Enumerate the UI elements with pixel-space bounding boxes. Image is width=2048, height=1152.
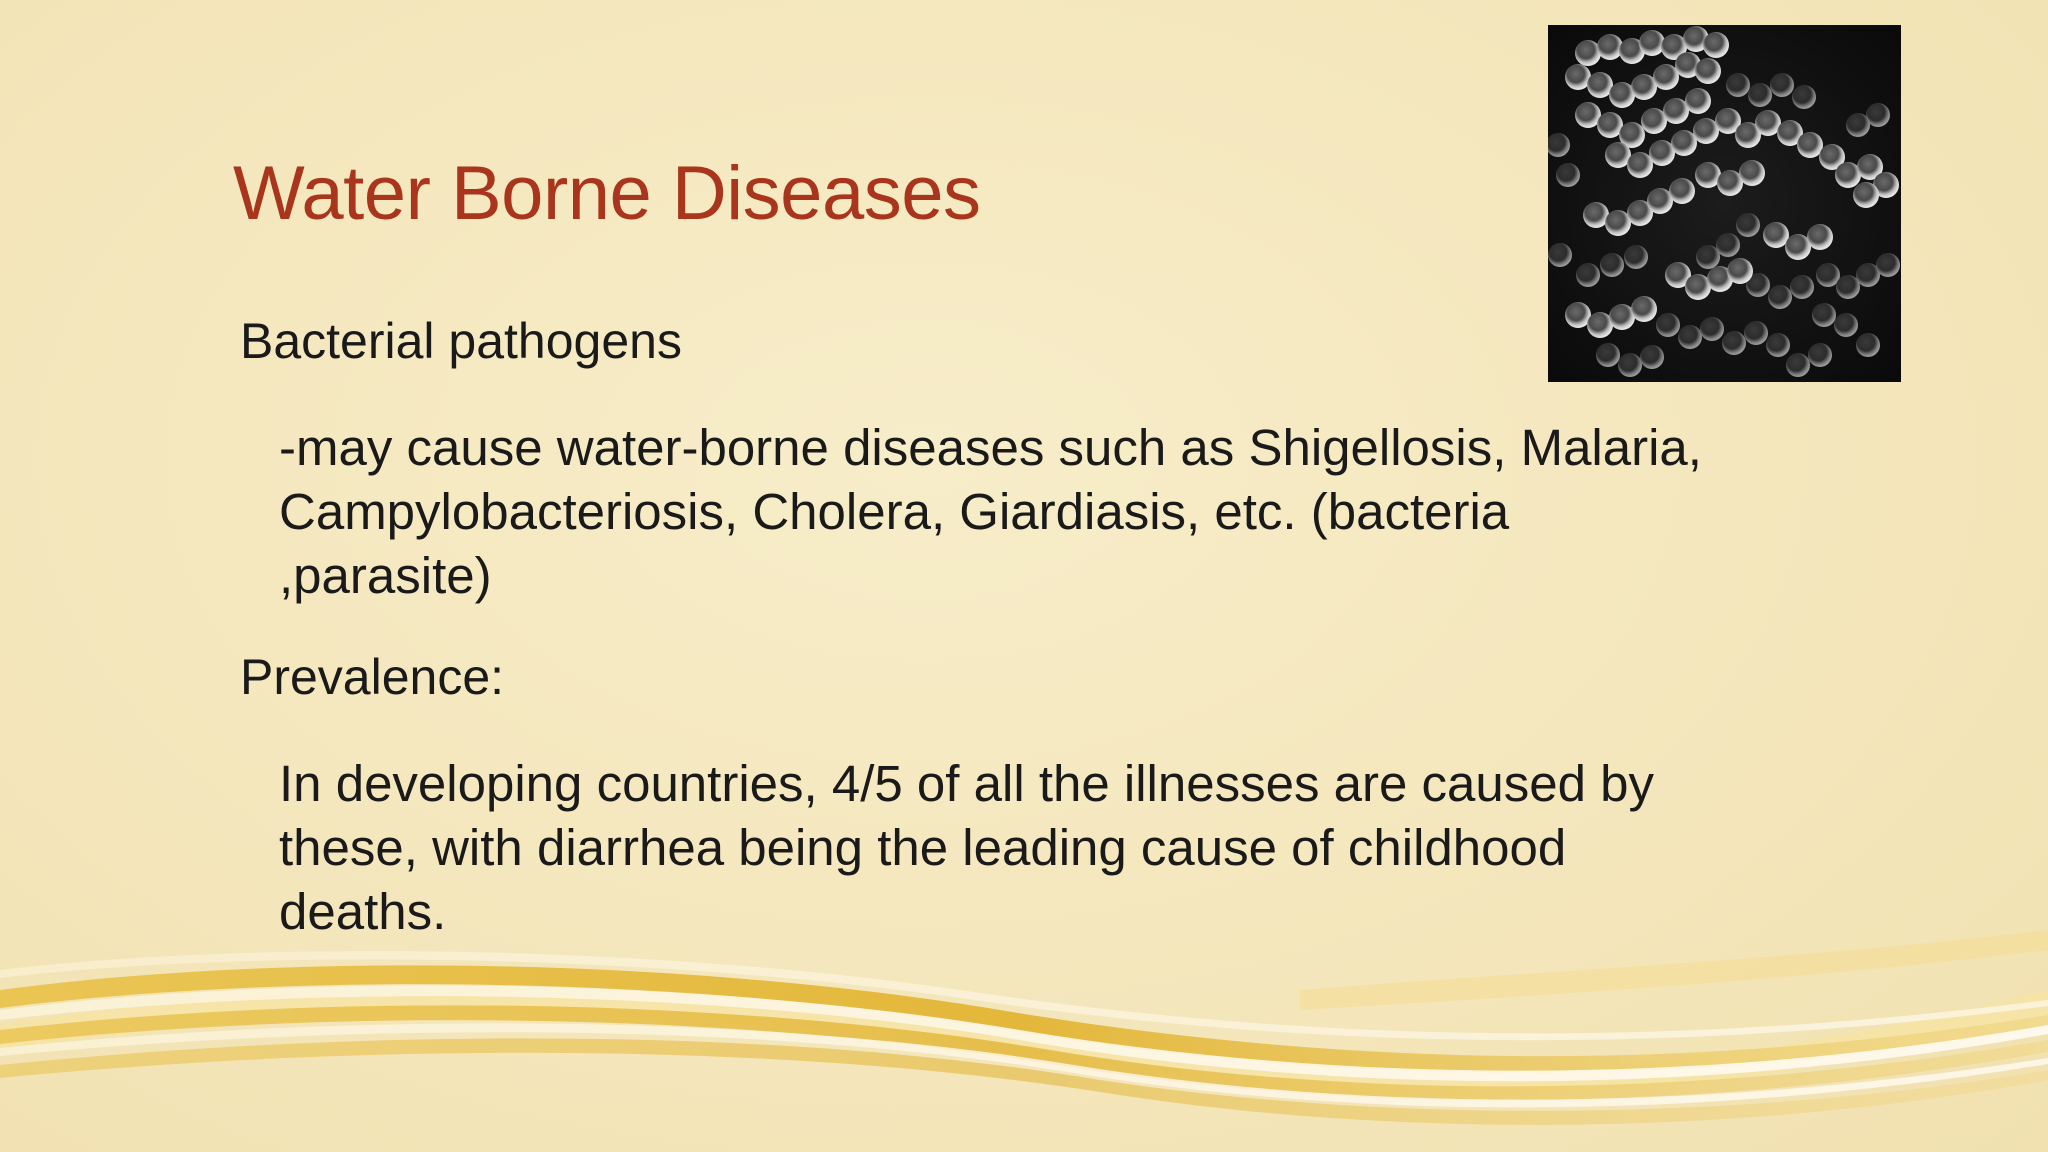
body-line: these, with diarrhea being the leading cause of childhood	[279, 819, 1567, 876]
coccus-cell	[1876, 253, 1900, 277]
coccus-cell	[1744, 321, 1768, 345]
coccus-cell	[1548, 243, 1572, 267]
coccus-cell	[1727, 258, 1753, 284]
body-line: In developing countries, 4/5 of all the illnesses are caused by	[279, 755, 1655, 812]
coccus-cell	[1596, 343, 1620, 367]
coccus-cell	[1640, 345, 1664, 369]
coccus-cell	[1671, 130, 1697, 156]
coccus-cell	[1808, 343, 1832, 367]
coccus-cell	[1792, 85, 1816, 109]
coccus-cell	[1812, 303, 1836, 327]
section-heading-bacterial-pathogens: Bacterial pathogens	[240, 313, 682, 369]
coccus-cell	[1631, 296, 1657, 322]
section-heading-prevalence: Prevalence:	[240, 649, 505, 705]
coccus-cell	[1807, 224, 1833, 250]
coccus-cell	[1700, 317, 1724, 341]
section-body-bacterial-pathogens	[279, 416, 1859, 608]
body-line: ,parasite)	[279, 547, 492, 604]
bacteria-micrograph-image	[1548, 25, 1901, 382]
coccus-cell	[1656, 313, 1680, 337]
coccus-cell	[1763, 222, 1789, 248]
coccus-cell	[1834, 313, 1858, 337]
coccus-cell	[1597, 34, 1623, 60]
coccus-cell	[1770, 73, 1794, 97]
coccus-cell	[1627, 152, 1653, 178]
coccus-cell	[1678, 325, 1702, 349]
coccus-cell	[1726, 73, 1750, 97]
decorative-wave-band	[0, 930, 2048, 1152]
coccus-cell	[1853, 182, 1879, 208]
body-line: Campylobacteriosis, Cholera, Giardiasis, etc. (bacteria	[279, 483, 1510, 540]
coccus-cell	[1685, 88, 1711, 114]
coccus-cell	[1576, 263, 1600, 287]
slide-title: Water Borne Diseases	[233, 151, 981, 236]
coccus-cell	[1695, 58, 1721, 84]
coccus-cell	[1797, 132, 1823, 158]
coccus-cell	[1766, 333, 1790, 357]
coccus-cell	[1703, 32, 1729, 58]
coccus-cell	[1653, 64, 1679, 90]
coccus-cell	[1696, 245, 1720, 269]
coccus-cell	[1600, 253, 1624, 277]
coccus-cell	[1768, 285, 1792, 309]
coccus-cell	[1836, 275, 1860, 299]
coccus-cell	[1716, 233, 1740, 257]
bacteria-micrograph-graphic	[1548, 25, 1901, 382]
coccus-cell	[1856, 333, 1880, 357]
coccus-cell	[1669, 178, 1695, 204]
coccus-cell	[1816, 263, 1840, 287]
coccus-cell	[1722, 331, 1746, 355]
coccus-cell	[1748, 83, 1772, 107]
coccus-cell	[1790, 275, 1814, 299]
coccus-cell	[1556, 163, 1580, 187]
body-line: deaths.	[279, 883, 447, 940]
coccus-cell	[1639, 30, 1665, 56]
coccus-cell	[1624, 245, 1648, 269]
coccus-cell	[1575, 40, 1601, 66]
body-line: -may cause water-borne diseases such as Shigellosis, Malaria,	[279, 419, 1702, 476]
coccus-cell	[1618, 353, 1642, 377]
coccus-cell	[1786, 353, 1810, 377]
section-body-prevalence	[279, 752, 1859, 944]
coccus-cell	[1846, 113, 1870, 137]
coccus-cell	[1739, 160, 1765, 186]
coccus-cell	[1736, 213, 1760, 237]
